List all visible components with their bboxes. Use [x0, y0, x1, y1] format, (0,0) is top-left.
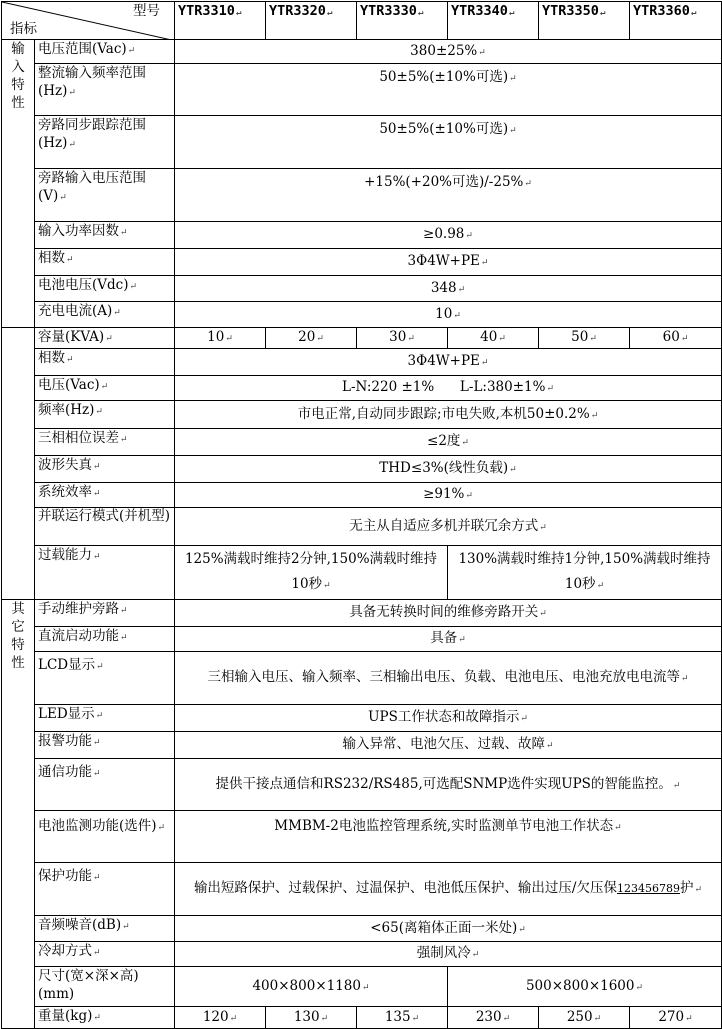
label-output-phase: 相数↵	[35, 349, 175, 376]
model-label: 型号	[133, 3, 160, 19]
label-lcd: LCD显示↵	[35, 652, 175, 705]
model-ytr3330: YTR3330↵	[357, 2, 448, 40]
value-cooling: 强制风冷↵	[175, 942, 722, 967]
weight-3340: 230↵	[448, 1007, 539, 1029]
label-dc-start: 直流启动功能↵	[35, 627, 175, 652]
capacity-3330: 30↵	[357, 328, 448, 349]
label-capacity: 容量(KVA)↵	[35, 328, 175, 349]
label-output-voltage: 电压(Vac)↵	[35, 376, 175, 401]
value-battery-voltage: 348↵	[175, 276, 722, 302]
value-rect-freq: 50±5%(±10%可选)↵	[175, 64, 722, 116]
value-efficiency: ≥91%↵	[175, 483, 722, 508]
value-bypass-sync: 50±5%(±10%可选)↵	[175, 116, 722, 169]
weight-3330: 135↵	[357, 1007, 448, 1029]
group-input: 输入特性	[2, 40, 35, 328]
label-comm: 通信功能↵	[35, 759, 175, 811]
spec-table	[1, 1, 722, 1029]
value-distortion: THD≤3%(线性负载)↵	[175, 456, 722, 483]
protection-number-mark: 123456789	[617, 882, 680, 895]
label-output-frequency: 频率(Hz)↵	[35, 401, 175, 429]
value-dc-start: 具备↵	[175, 627, 722, 652]
label-manual-bypass: 手动维护旁路↵	[35, 600, 175, 627]
label-rect-freq: 整流输入频率范围(Hz)↵	[35, 64, 175, 116]
label-overload: 过载能力↵	[35, 546, 175, 600]
label-weight: 重量(kg)↵	[35, 1007, 175, 1029]
value-noise: <65(离箱体正面一米处)↵	[175, 916, 722, 942]
value-power-factor: ≥0.98↵	[175, 222, 722, 249]
label-power-factor: 输入功率因数↵	[35, 222, 175, 249]
value-protection: 输出短路保护、过载保护、过温保护、电池低压保护、输出过压/欠压保123456789护↵	[175, 863, 722, 916]
model-ytr3320: YTR3320↵	[266, 2, 357, 40]
model-ytr3350: YTR3350↵	[539, 2, 630, 40]
value-input-phase: 3Φ4W+PE↵	[175, 249, 722, 276]
model-ytr3360: YTR3360↵	[630, 2, 722, 40]
label-efficiency: 系统效率↵	[35, 483, 175, 508]
label-noise: 音频噪音(dB)↵	[35, 916, 175, 942]
value-alarm: 输入异常、电池欠压、过载、故障↵	[175, 732, 722, 759]
group-output	[2, 328, 35, 600]
value-overload-a: 125%满载时维持2分钟,150%满载时维持10秒↵	[175, 546, 448, 600]
weight-3320: 130↵	[266, 1007, 357, 1029]
header-row	[2, 2, 722, 40]
value-output-voltage: L-N:220 ±1% L-L:380±1%↵	[175, 376, 722, 401]
label-parallel: 并联运行模式(并机型)	[35, 508, 175, 546]
value-output-phase: 3Φ4W+PE↵	[175, 349, 722, 376]
label-size: 尺寸(宽×深×高)(mm)	[35, 967, 175, 1007]
label-battery-voltage: 电池电压(Vdc)↵	[35, 276, 175, 302]
label-input-phase: 相数↵	[35, 249, 175, 276]
index-label: 指标	[10, 21, 37, 37]
value-manual-bypass: 具备无转换时间的维修旁路开关↵	[175, 600, 722, 627]
label-battery-monitor: 电池监测功能(选件)↵	[35, 811, 175, 863]
value-voltage-range: 380±25%↵	[175, 40, 722, 64]
group-other: 其它特性	[2, 600, 35, 1029]
value-battery-monitor: MMBM-2电池监控管理系统,实时监测单节电池工作状态↵	[175, 811, 722, 863]
label-charge-current: 充电电流(A)↵	[35, 302, 175, 328]
label-led: LED显示↵	[35, 705, 175, 732]
value-phase-error: ≤2度↵	[175, 429, 722, 456]
value-output-frequency: 市电正常,自动同步跟踪;市电失败,本机50±0.2%↵	[175, 401, 722, 429]
label-voltage-range: 电压范围(Vac)↵	[35, 40, 175, 64]
weight-3350: 250↵	[539, 1007, 630, 1029]
value-lcd: 三相输入电压、输入频率、三相输出电压、负载、电池电压、电池充放电电流等↵	[175, 652, 722, 705]
label-bypass-voltage: 旁路输入电压范围(V)↵	[35, 169, 175, 222]
value-parallel: 无主从自适应多机并联冗余方式↵	[175, 508, 722, 546]
label-protection: 保护功能↵	[35, 863, 175, 916]
value-charge-current: 10↵	[175, 302, 722, 328]
diagonal-header-cell	[2, 2, 175, 40]
label-cooling: 冷却方式↵	[35, 942, 175, 967]
value-size-a: 400×800×1180↵	[175, 967, 448, 1007]
value-comm: 提供干接点通信和RS232/RS485,可选配SNMP选件实现UPS的智能监控。↵	[175, 759, 722, 811]
value-bypass-voltage: +15%(+20%可选)/-25%↵	[175, 169, 722, 222]
weight-3360: 270↵	[630, 1007, 722, 1029]
capacity-3350: 50↵	[539, 328, 630, 349]
model-ytr3340: YTR3340↵	[448, 2, 539, 40]
capacity-3340: 40↵	[448, 328, 539, 349]
value-overload-b: 130%满载时维持1分钟,150%满载时维持10秒↵	[448, 546, 722, 600]
label-phase-error: 三相相位误差↵	[35, 429, 175, 456]
capacity-3310: 10↵	[175, 328, 266, 349]
capacity-3320: 20↵	[266, 328, 357, 349]
capacity-3360: 60↵	[630, 328, 722, 349]
value-led: UPS工作状态和故障指示↵	[175, 705, 722, 732]
model-ytr3310: YTR3310↵	[175, 2, 266, 40]
value-size-b: 500×800×1600↵	[448, 967, 722, 1007]
label-bypass-sync: 旁路同步跟踪范围(Hz)↵	[35, 116, 175, 169]
label-alarm: 报警功能↵	[35, 732, 175, 759]
weight-3310: 120↵	[175, 1007, 266, 1029]
label-distortion: 波形失真↵	[35, 456, 175, 483]
